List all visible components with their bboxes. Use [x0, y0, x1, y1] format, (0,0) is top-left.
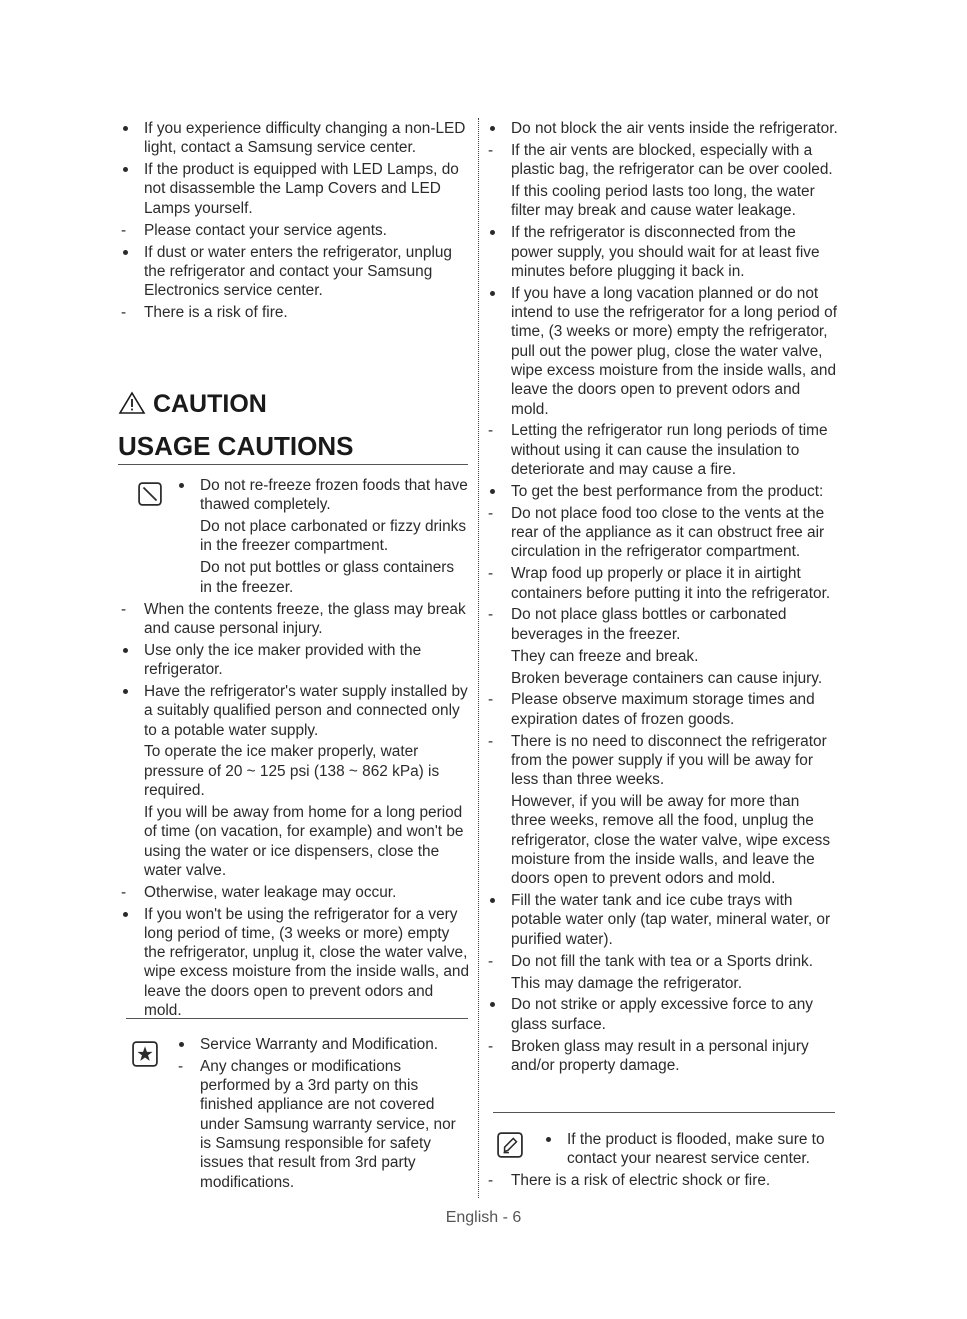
bullet-item: If the refrigerator is disconnected from the power supply, you should wait for at least five minutes before plugging it back in.: [485, 223, 838, 281]
bullet-item: Do not strike or apply excessive force to any glass surface.: [485, 995, 838, 1034]
bullet-item: Do not block the air vents inside the refrigerator.: [485, 119, 838, 138]
prohibition-block: [118, 476, 470, 1023]
bullet-item: If you have a long vacation planned or do not intend to use the refrigerator for a long period of time, (3 weeks or more) empty the refrigerator, pull out the power plug, close the water valve, wipe excess moisture from the inside walls, and leave the doors open to prevent odors and mold.: [485, 284, 838, 419]
continuation-text: They can freeze and break.: [511, 647, 699, 665]
left-top-list: [118, 119, 470, 322]
continuation-text: This may damage the refrigerator.: [511, 974, 742, 992]
dash-item: - If the air vents are blocked, especially with a plastic bag, the refrigerator can be over cooled.: [485, 141, 838, 180]
star-note-list: [118, 1035, 470, 1192]
page-footer: English - 6: [445, 1209, 522, 1226]
bullet-item: Service Warranty and Modification.: [118, 1035, 470, 1054]
dash-item: - Please observe maximum storage times and expiration dates of frozen goods.: [485, 690, 838, 729]
left-column: [118, 119, 470, 325]
dash-item: - Letting the refrigerator run long periods of time without using it can cause the insulation to deteriorate and may cause a fire.: [485, 421, 838, 479]
warning-triangle-icon: [118, 391, 146, 415]
phone-note-block: [485, 1130, 838, 1193]
bullet-item: If dust or water enters the refrigerator, unplug the refrigerator and contact your Samsung Electronics service center.: [118, 243, 470, 301]
continuation-text: To operate the ice maker properly, water pressure of 20 ~ 125 psi (138 ~ 862 kPa) is required.: [144, 743, 440, 800]
bullet-item: To get the best performance from the product:: [485, 482, 838, 501]
caution-title: CAUTION: [152, 390, 267, 418]
right-block-rule: [493, 1112, 835, 1113]
dash-item: - Do not place food too close to the vents at the rear of the appliance as it can obstruct free air circulation in the refrigerator compartment.: [485, 504, 838, 562]
dash-item: - There is a risk of fire.: [118, 303, 470, 322]
left-block-rule: [126, 1018, 468, 1019]
bullet-item: Have the refrigerator's water supply installed by a suitably qualified person and connected only to a potable water supply.: [118, 682, 470, 740]
dash-item: - Broken glass may result in a personal injury and/or property damage.: [485, 1037, 838, 1076]
dash-item: - There is no need to disconnect the refrigerator from the power supply if you will be away for less than three weeks.: [485, 732, 838, 790]
dash-item: - Any changes or modifications performed by a 3rd party on this finished appliance are not covered under Samsung warranty service, nor is Samsung responsible for safety issues that result from 3rd party modifications.: [118, 1057, 470, 1192]
left-main-list: [118, 600, 470, 1021]
bullet-item: If the product is flooded, make sure to contact your nearest service center.: [485, 1130, 838, 1169]
star-note-block: [118, 1035, 470, 1195]
dash-item: - There is a risk of electric shock or fire.: [485, 1171, 838, 1190]
continuation-text: However, if you will be away for more than three weeks, remove all the food, unplug the refrigerator, close the water valve, wipe excess moisture from the inside walls, and leave the doors open to prevent odors and mold.: [511, 793, 831, 888]
right-column: [485, 119, 838, 1078]
right-main-list: [485, 119, 838, 1075]
continuation-text: Broken beverage containers can cause injury.: [511, 669, 823, 687]
bullet-item: If the product is equipped with LED Lamps, do not disassemble the Lamp Covers and LED Lamps yourself.: [118, 160, 470, 218]
bullet-item: If you experience difficulty changing a non-LED light, contact a Samsung service center.: [118, 119, 470, 158]
bullet-item: Use only the ice maker provided with the refrigerator.: [118, 641, 470, 680]
column-divider: [478, 118, 479, 1198]
dash-item: - Please contact your service agents.: [118, 221, 470, 240]
phone-note-followup: [485, 1171, 838, 1190]
continuation-text: If you will be away from home for a long period of time (on vacation, for example) and won't be using the water or ice dispensers, close the water valve.: [144, 803, 464, 879]
dash-item: - Wrap food up properly or place it in airtight containers before putting it into the refrigerator.: [485, 564, 838, 603]
bullet-item: Fill the water tank and ice cube trays with potable water only (tap water, mineral water, or purified water).: [485, 891, 838, 949]
caution-heading: [118, 389, 267, 419]
prohibition-list: [118, 476, 470, 597]
heading-rule: [118, 464, 468, 465]
bullet-item: If you won't be using the refrigerator for a very long period of time, (3 weeks or more) empty the refrigerator, unplug it, close the water valve, wipe excess moisture from the inside walls, and leave the doors open to prevent odors and mold.: [118, 905, 470, 1021]
continuation-text: If this cooling period lasts too long, the water filter may break and cause water leakage.: [511, 183, 815, 220]
dash-item: - Do not fill the tank with tea or a Sports drink.: [485, 952, 838, 971]
continuation-text: Do not put bottles or glass containers in the freezer.: [200, 559, 455, 596]
dash-item: - Do not place glass bottles or carbonated beverages in the freezer.: [485, 605, 838, 644]
phone-note-list: [485, 1130, 838, 1169]
usage-cautions-title: USAGE CAUTIONS: [118, 431, 354, 461]
dash-item: - Otherwise, water leakage may occur.: [118, 883, 470, 902]
dash-item: - When the contents freeze, the glass may break and cause personal injury.: [118, 600, 470, 639]
bullet-item: Do not re-freeze frozen foods that have thawed completely.: [118, 476, 470, 515]
continuation-text: Do not place carbonated or fizzy drinks in the freezer compartment.: [200, 518, 467, 555]
